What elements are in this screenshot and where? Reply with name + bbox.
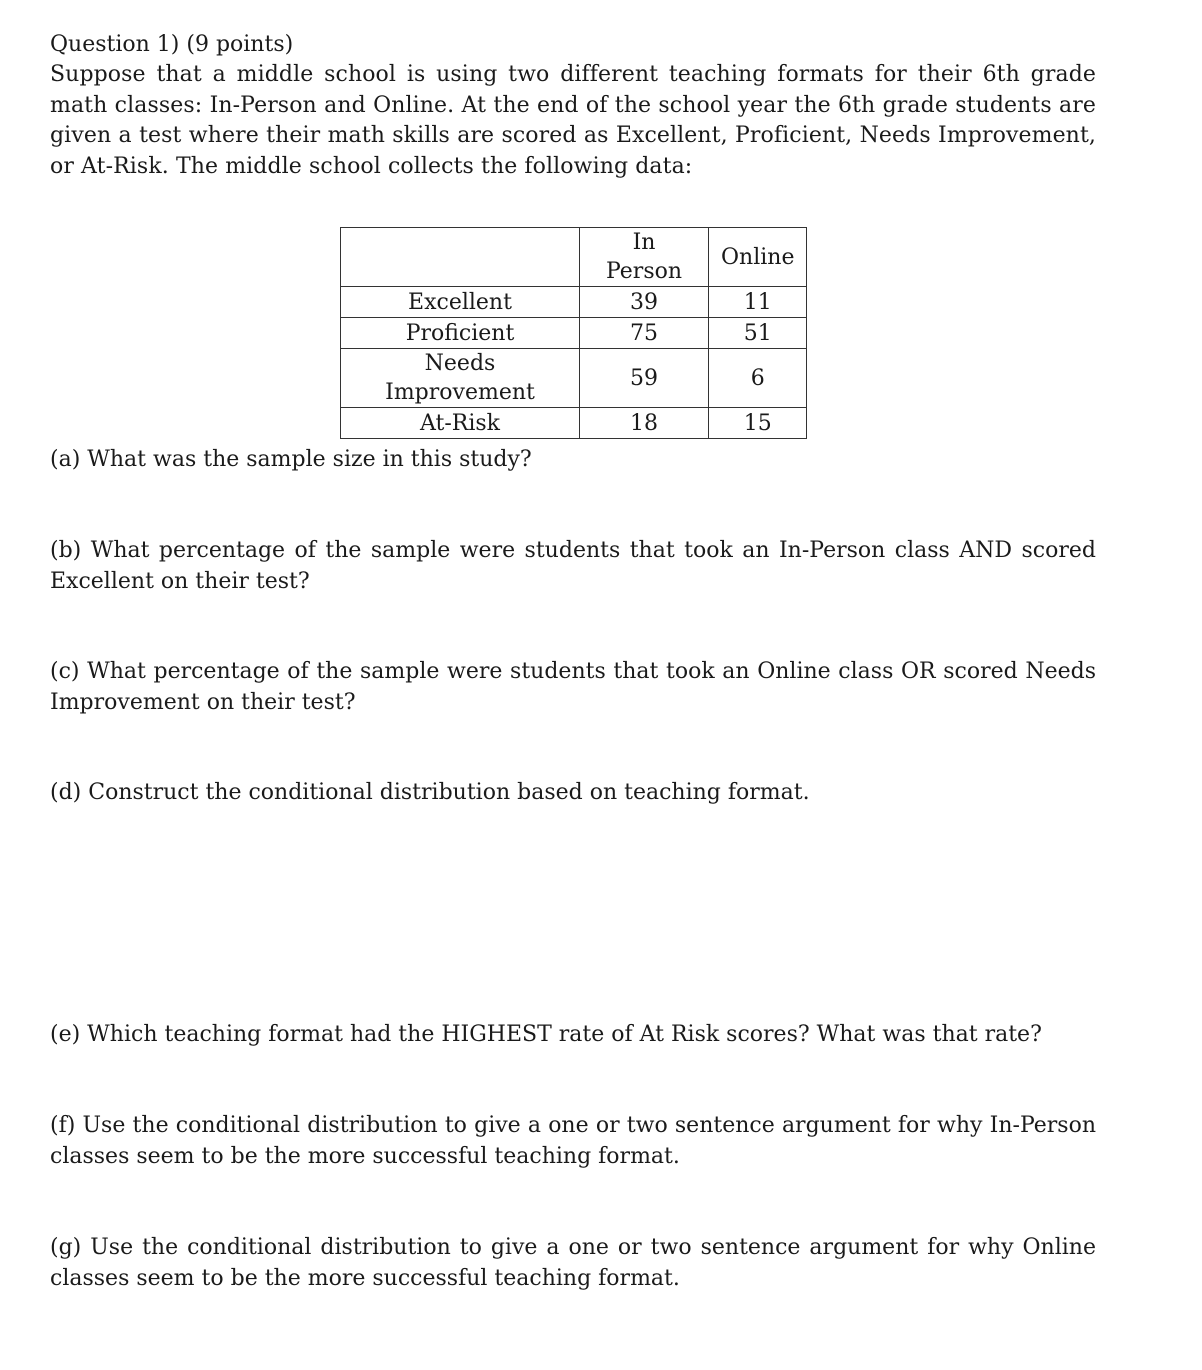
part-g: (g) Use the conditional distribution to give a one or two sentence argument for why Online classes seem to be the more successful teaching format. [50,1235,1096,1291]
cell-in-person: 18 [580,408,709,439]
table-header-cell [341,228,580,287]
row-label: Needs Improvement [341,349,580,408]
part-a: (a) What was the sample size in this study? [50,447,532,472]
table-header-cell: In Person [580,228,709,287]
part-e: (e) Which teaching format had the HIGHEST rate of At Risk scores? What was that rate? [50,1022,1042,1047]
table-header-cell: Online [709,228,807,287]
cell-in-person: 75 [580,318,709,349]
table-row [341,318,807,349]
table-row [341,349,807,408]
part-d: (d) Construct the conditional distribution based on teaching format. [50,780,810,805]
data-table [340,227,807,439]
question-title: Question 1) (9 points) [50,32,294,57]
cell-in-person: 59 [580,349,709,408]
table-row [341,287,807,318]
question-intro: Suppose that a middle school is using two different teaching formats for their 6th grade math classes: In-Person and Online. At the end of the school year the 6th grade students are given a test where their math skills are scored as Excellent, Proficient, Needs Improvement, or At-Risk. The middle school collects the following data: [50,62,1096,179]
cell-online: 11 [709,287,807,318]
data-table-container [340,227,807,439]
cell-in-person: 39 [580,287,709,318]
cell-online: 15 [709,408,807,439]
row-label: Excellent [341,287,580,318]
part-f: (f) Use the conditional distribution to give a one or two sentence argument for why In-Person classes seem to be the more successful teaching format. [50,1113,1096,1169]
question-page [50,30,1096,1291]
part-b: (b) What percentage of the sample were students that took an In-Person class AND scored Excellent on their test? [50,538,1096,594]
cell-online: 6 [709,349,807,408]
row-label: Proficient [341,318,580,349]
table-row [341,408,807,439]
table-header-row [341,228,807,287]
part-c: (c) What percentage of the sample were students that took an Online class OR scored Needs Improvement on their test? [50,659,1096,715]
cell-online: 51 [709,318,807,349]
row-label: At-Risk [341,408,580,439]
